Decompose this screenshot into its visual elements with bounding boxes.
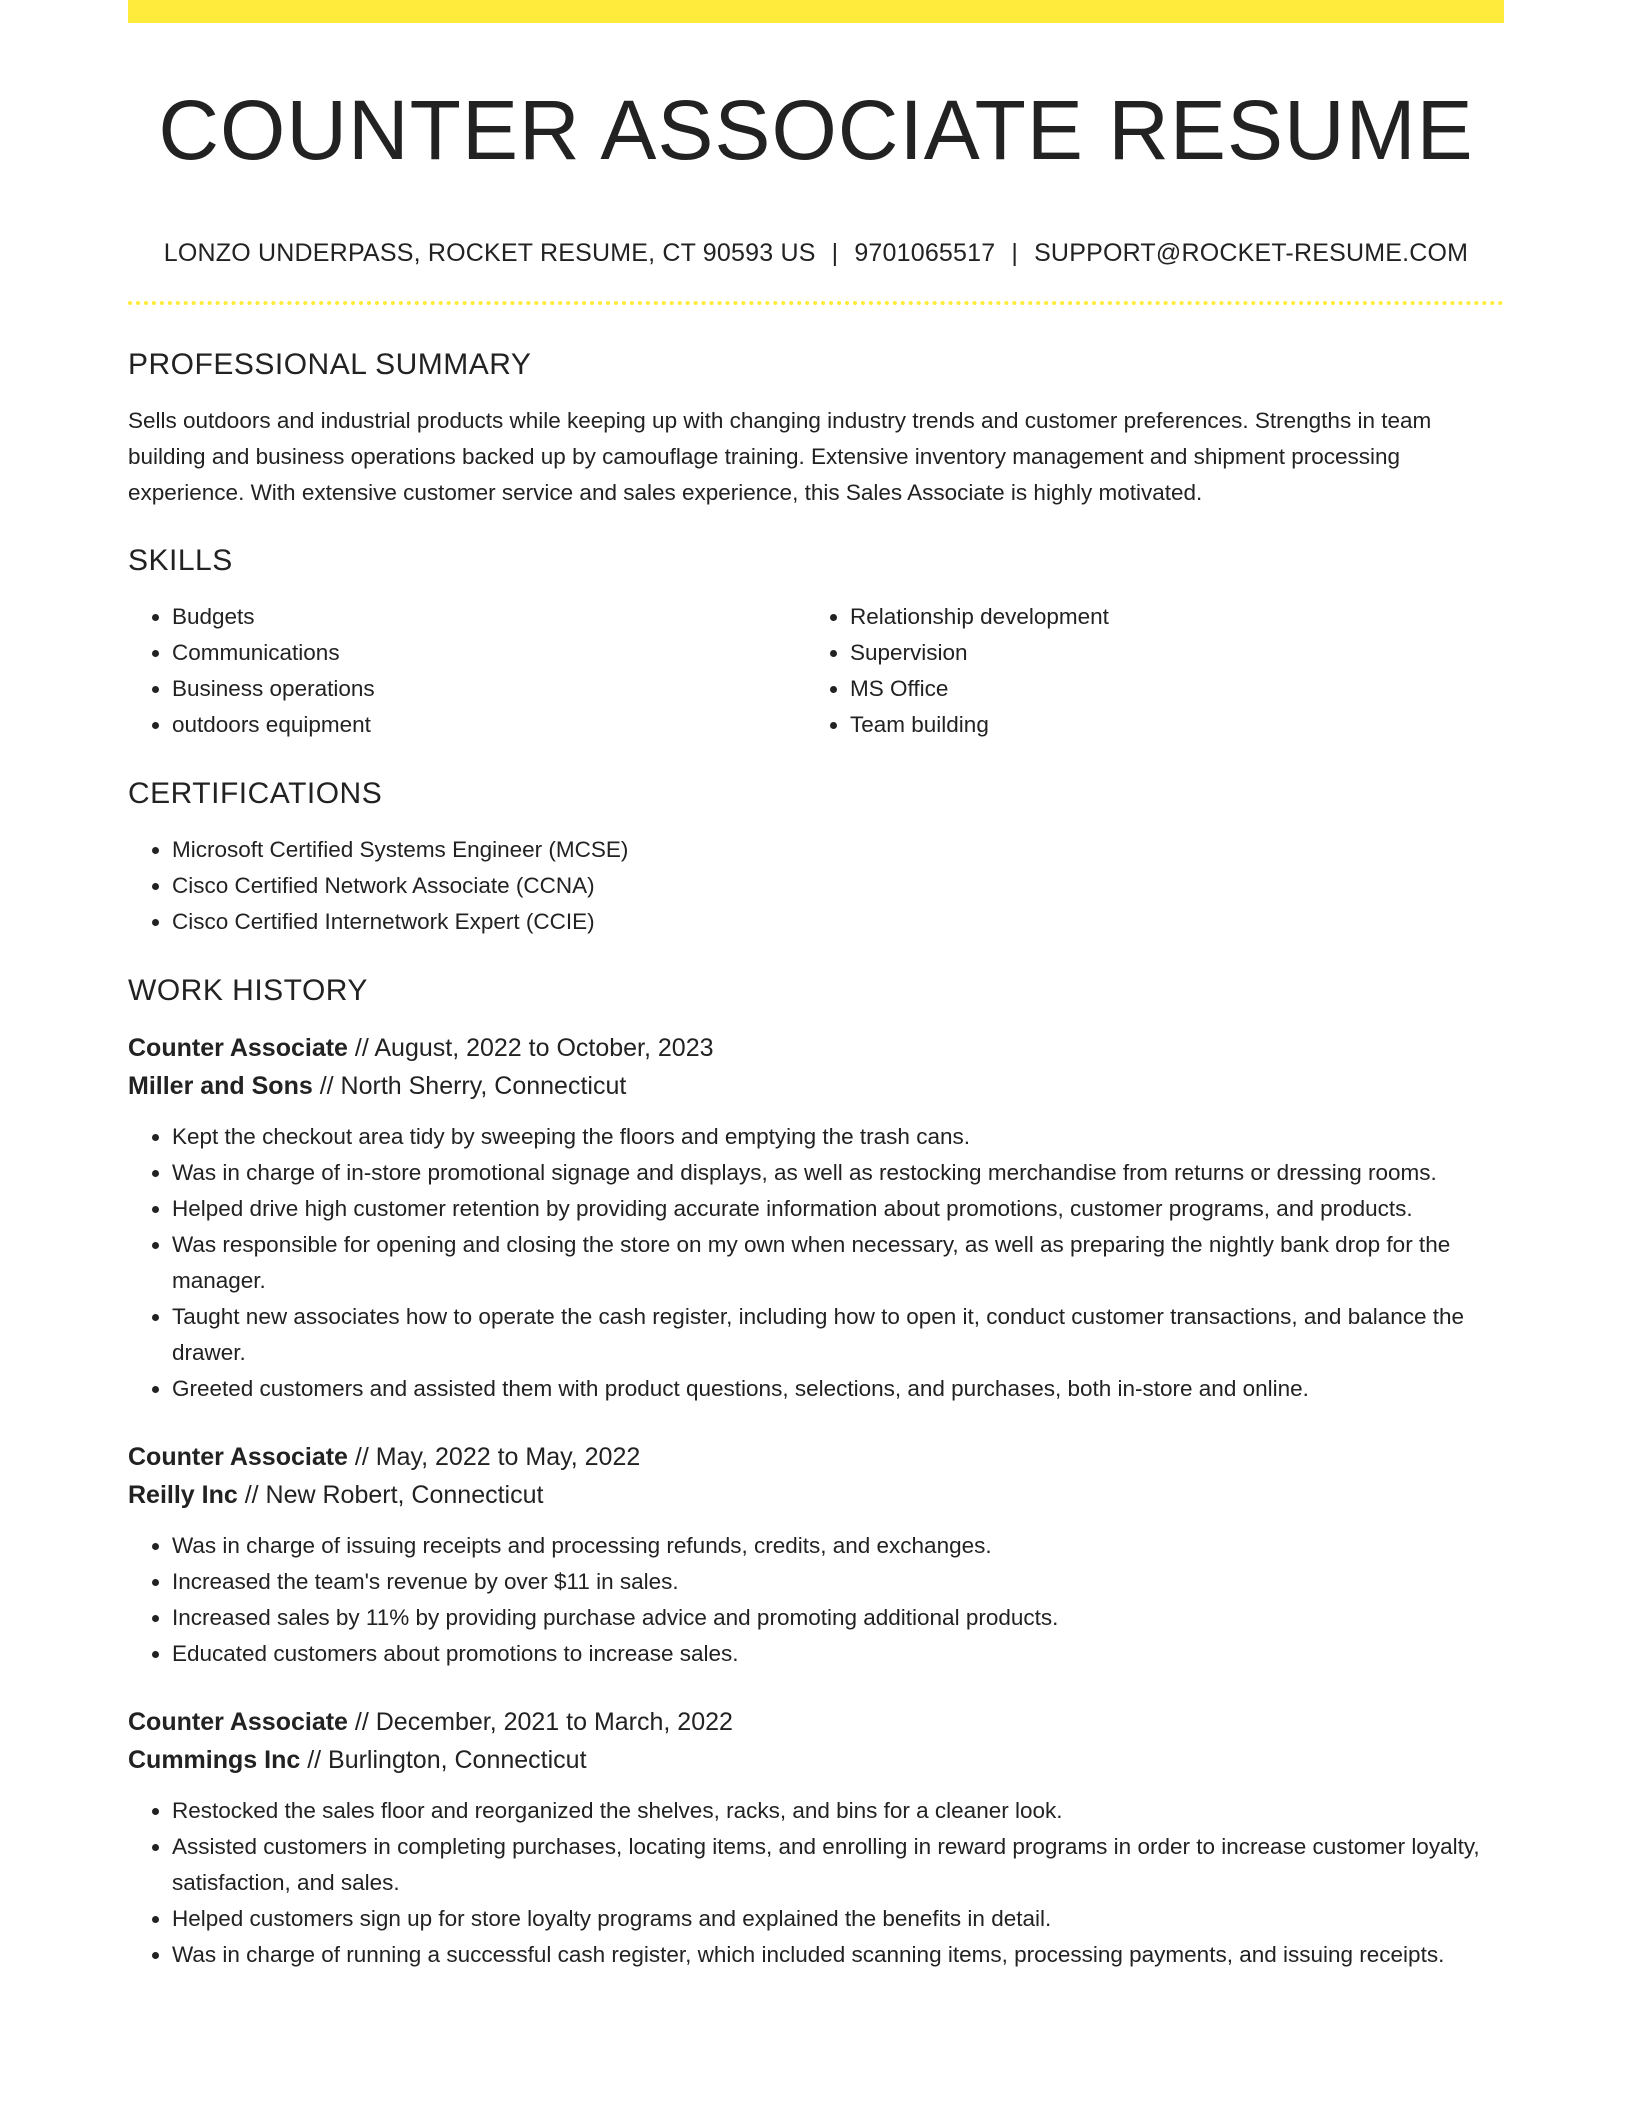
job-bullet: • Helped customers sign up for store loyalty programs and explained the benefits in detail.	[172, 1901, 1504, 1937]
skills-grid	[128, 599, 1504, 743]
contact-email: SUPPORT@ROCKET-RESUME.COM	[1034, 239, 1469, 267]
job-title: Counter Associate	[128, 1708, 348, 1736]
dotted-divider	[128, 301, 1504, 305]
skill-item: • outdoors equipment	[172, 707, 806, 743]
job-title-line	[128, 1029, 1504, 1067]
job-bullet: • Assisted customers in completing purchases, locating items, and enrolling in reward programs in order to increase customer loyalty, satisfaction, and sales.	[172, 1829, 1504, 1901]
job-location: // North Sherry, Connecticut	[312, 1072, 627, 1100]
job-company-line	[128, 1741, 1504, 1779]
job-bullet: • Taught new associates how to operate the cash register, including how to open it, conduct customer transactions, and balance the drawer.	[172, 1299, 1504, 1371]
skills-list-left	[128, 599, 806, 743]
job-dates: // August, 2022 to October, 2023	[347, 1034, 714, 1062]
job-bullet: • Was in charge of issuing receipts and processing refunds, credits, and exchanges.	[172, 1528, 1504, 1564]
job-entry	[128, 1438, 1504, 1672]
job-bullets	[128, 1119, 1504, 1407]
contact-line	[128, 237, 1504, 269]
job-title: Counter Associate	[128, 1034, 348, 1062]
job-company-line	[128, 1476, 1504, 1514]
job-bullet: • Was in charge of in-store promotional signage and displays, as well as restocking merchandise from returns or dressing rooms.	[172, 1155, 1504, 1191]
job-dates: // May, 2022 to May, 2022	[347, 1443, 641, 1471]
job-title-line	[128, 1703, 1504, 1741]
skill-item: • Communications	[172, 635, 806, 671]
accent-top-bar	[128, 0, 1504, 23]
work-history-heading: WORK HISTORY	[128, 974, 368, 1007]
job-title-line	[128, 1438, 1504, 1476]
page-title: COUNTER ASSOCIATE RESUME	[158, 83, 1474, 177]
job-bullet: • Helped drive high customer retention by providing accurate information about promotions, customer programs, and products.	[172, 1191, 1504, 1227]
skill-item: • MS Office	[850, 671, 1484, 707]
skills-heading: SKILLS	[128, 544, 233, 577]
job-entry	[128, 1703, 1504, 1973]
contact-separator: |	[1011, 239, 1019, 267]
job-bullet: • Increased sales by 11% by providing purchase advice and promoting additional products.	[172, 1600, 1504, 1636]
summary-text: Sells outdoors and industrial products while keeping up with changing industry trends and customer preferences. Strengths in team building and business operations backed up by camouflage training. Extensive inventory management and shipment processing experience. With extensive customer service and sales experience, this Sales Associate is highly motivated.	[128, 408, 1432, 505]
job-title: Counter Associate	[128, 1443, 348, 1471]
job-location: // Burlington, Connecticut	[300, 1746, 587, 1774]
contact-address: LONZO UNDERPASS, ROCKET RESUME, CT 90593 US	[163, 239, 816, 267]
job-bullet: • Greeted customers and assisted them with product questions, selections, and purchases, both in-store and online.	[172, 1371, 1504, 1407]
job-company: Miller and Sons	[128, 1072, 313, 1100]
contact-separator: |	[831, 239, 839, 267]
job-entry	[128, 1029, 1504, 1407]
job-bullets	[128, 1528, 1504, 1672]
summary-heading: PROFESSIONAL SUMMARY	[128, 348, 532, 381]
certification-item: • Microsoft Certified Systems Engineer (MCSE)	[172, 832, 1504, 868]
job-bullet: • Educated customers about promotions to increase sales.	[172, 1636, 1504, 1672]
skills-list-right	[806, 599, 1484, 743]
skill-item: • Supervision	[850, 635, 1484, 671]
certification-item: • Cisco Certified Network Associate (CCNA)	[172, 868, 1504, 904]
job-dates: // December, 2021 to March, 2022	[347, 1708, 733, 1736]
certification-item: • Cisco Certified Internetwork Expert (CCIE)	[172, 904, 1504, 940]
certifications-list	[128, 832, 1504, 940]
resume-page	[128, 0, 1504, 1973]
skill-item: • Budgets	[172, 599, 806, 635]
job-bullet: • Kept the checkout area tidy by sweeping the floors and emptying the trash cans.	[172, 1119, 1504, 1155]
skill-item: • Team building	[850, 707, 1484, 743]
certifications-heading: CERTIFICATIONS	[128, 777, 383, 810]
skill-item: • Business operations	[172, 671, 806, 707]
job-company: Reilly Inc	[128, 1481, 238, 1509]
job-bullet: • Restocked the sales floor and reorganized the shelves, racks, and bins for a cleaner look.	[172, 1793, 1504, 1829]
job-bullet: • Was in charge of running a successful cash register, which included scanning items, processing payments, and issuing receipts.	[172, 1937, 1504, 1973]
job-location: // New Robert, Connecticut	[237, 1481, 544, 1509]
job-bullet: • Increased the team's revenue by over $11 in sales.	[172, 1564, 1504, 1600]
job-bullet: • Was responsible for opening and closing the store on my own when necessary, as well as preparing the nightly bank drop for the manager.	[172, 1227, 1504, 1299]
job-bullets	[128, 1793, 1504, 1973]
job-company-line	[128, 1067, 1504, 1105]
skill-item: • Relationship development	[850, 599, 1484, 635]
job-company: Cummings Inc	[128, 1746, 301, 1774]
contact-phone: 9701065517	[854, 239, 996, 267]
